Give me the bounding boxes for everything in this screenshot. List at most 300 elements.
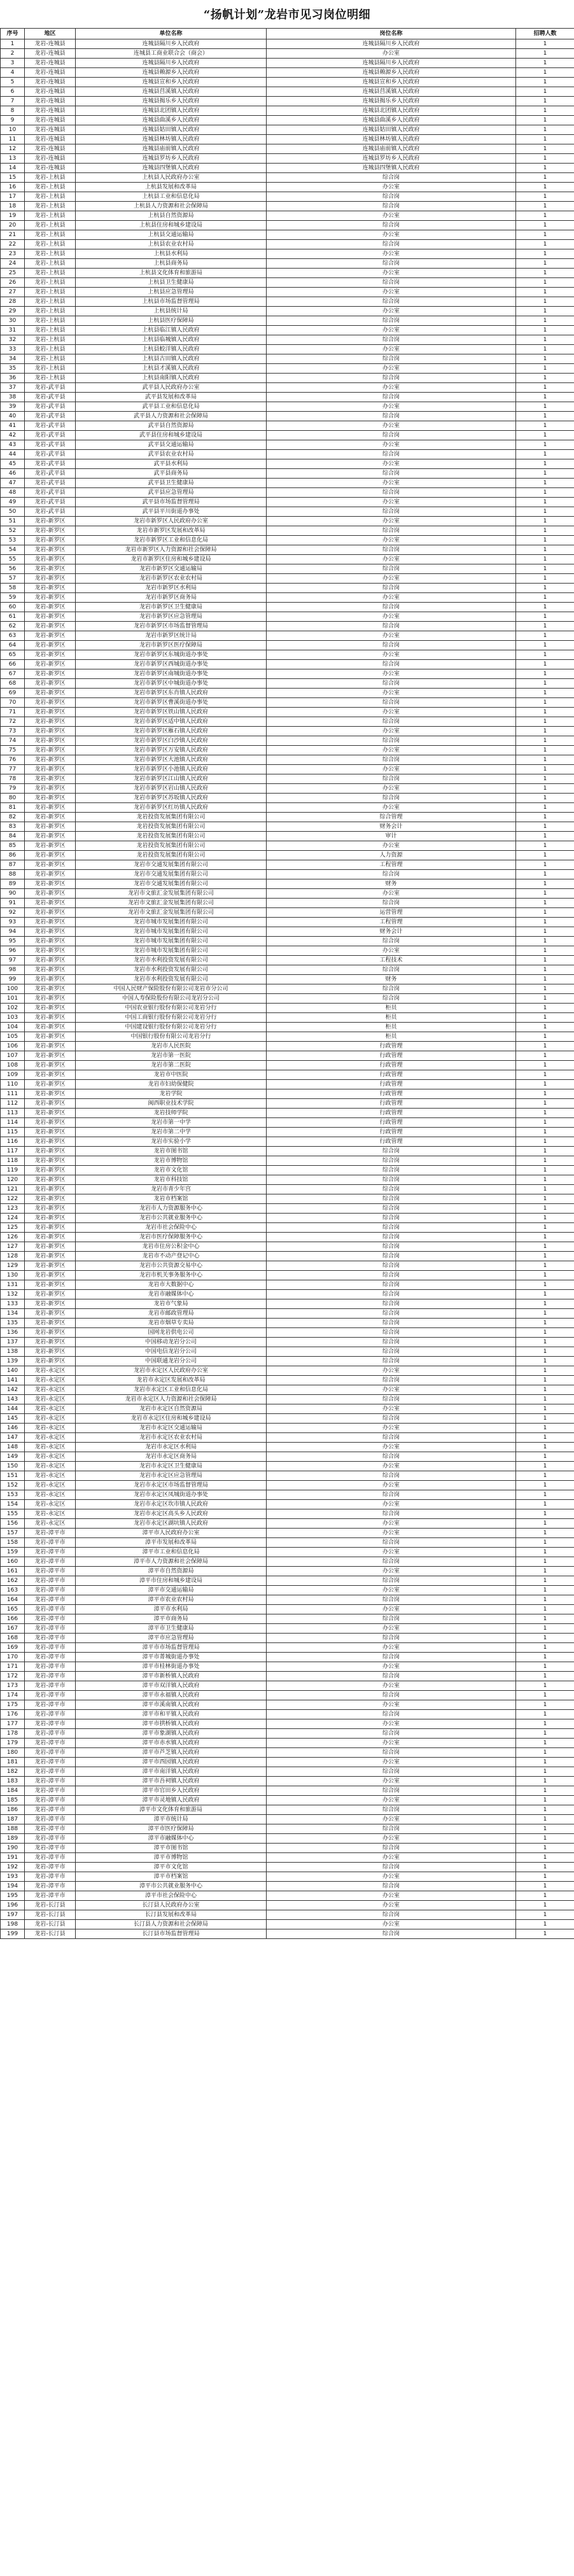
cell-area: 龙岩-长汀县	[25, 1929, 76, 1939]
cell-no: 144	[1, 1404, 25, 1414]
cell-post: 综合岗	[267, 393, 516, 402]
cell-area: 龙岩-新罗区	[25, 860, 76, 870]
cell-count: 1	[516, 1290, 574, 1299]
table-row	[1, 1662, 574, 1672]
cell-count: 1	[516, 975, 574, 984]
cell-post: 综合岗	[267, 1175, 516, 1185]
cell-unit: 中国联通龙岩分公司	[76, 1357, 267, 1366]
cell-unit: 龙岩市永定区市场监督管理局	[76, 1481, 267, 1490]
cell-area: 龙岩-连城县	[25, 116, 76, 125]
cell-unit: 龙岩市交通发展集团有限公司	[76, 879, 267, 889]
table-row	[1, 354, 574, 364]
cell-post: 办公室	[267, 1567, 516, 1576]
cell-no: 156	[1, 1519, 25, 1529]
cell-unit: 龙岩市新罗区水利局	[76, 584, 267, 593]
cell-area: 龙岩-新罗区	[25, 1299, 76, 1309]
cell-unit: 上杭县商务局	[76, 259, 267, 269]
table-row	[1, 813, 574, 822]
cell-no: 60	[1, 603, 25, 612]
table-row	[1, 488, 574, 498]
table-row	[1, 1175, 574, 1185]
cell-post: 综合岗	[267, 450, 516, 459]
cell-area: 龙岩-漳平市	[25, 1691, 76, 1700]
cell-no: 81	[1, 803, 25, 813]
cell-post: 综合岗	[267, 698, 516, 708]
cell-count: 1	[516, 1118, 574, 1128]
cell-post: 办公室	[267, 1643, 516, 1653]
cell-unit: 上杭县临城镇人民政府	[76, 335, 267, 345]
cell-area: 龙岩-上杭县	[25, 259, 76, 269]
cell-no: 1	[1, 39, 25, 49]
cell-unit: 龙岩市永定区湖坑镇人民政府	[76, 1519, 267, 1529]
cell-post: 综合岗	[267, 1595, 516, 1605]
cell-no: 175	[1, 1700, 25, 1710]
table-row	[1, 49, 574, 59]
cell-post: 工程管理	[267, 918, 516, 927]
cell-no: 96	[1, 946, 25, 956]
cell-no: 20	[1, 221, 25, 230]
cell-area: 龙岩-连城县	[25, 154, 76, 164]
table-row	[1, 1061, 574, 1070]
cell-post: 综合岗	[267, 202, 516, 211]
table-row	[1, 1643, 574, 1653]
cell-no: 125	[1, 1223, 25, 1233]
cell-no: 85	[1, 841, 25, 851]
cell-post: 综合岗	[267, 297, 516, 307]
cell-no: 122	[1, 1194, 25, 1204]
cell-unit: 龙岩市邮政管理局	[76, 1309, 267, 1319]
cell-no: 159	[1, 1548, 25, 1557]
cell-unit: 中国人民财产保险股份有限公司龙岩市分公司	[76, 984, 267, 994]
cell-no: 111	[1, 1089, 25, 1099]
cell-post: 综合岗	[267, 221, 516, 230]
table-row	[1, 307, 574, 316]
table-row	[1, 1700, 574, 1710]
cell-no: 196	[1, 1901, 25, 1910]
cell-no: 104	[1, 1023, 25, 1032]
cell-post: 综合岗	[267, 1614, 516, 1624]
cell-unit: 龙岩市档案馆	[76, 1194, 267, 1204]
cell-count: 1	[516, 383, 574, 393]
cell-unit: 龙岩市人力资源服务中心	[76, 1204, 267, 1214]
table-row	[1, 1891, 574, 1901]
cell-area: 龙岩-新罗区	[25, 1051, 76, 1061]
cell-count: 1	[516, 1853, 574, 1863]
cell-unit: 中国电信龙岩分公司	[76, 1347, 267, 1357]
cell-area: 龙岩-新罗区	[25, 1089, 76, 1099]
cell-post: 连城县曲溪乡人民政府	[267, 116, 516, 125]
cell-post: 办公室	[267, 574, 516, 584]
cell-count: 1	[516, 1500, 574, 1509]
cell-post: 办公室	[267, 746, 516, 755]
table-row	[1, 507, 574, 517]
cell-count: 1	[516, 1538, 574, 1548]
cell-no: 58	[1, 584, 25, 593]
cell-no: 11	[1, 135, 25, 144]
cell-area: 龙岩-上杭县	[25, 240, 76, 249]
cell-post: 办公室	[267, 1404, 516, 1414]
cell-no: 45	[1, 459, 25, 469]
cell-unit: 上杭县自然资源局	[76, 211, 267, 221]
cell-no: 193	[1, 1872, 25, 1882]
cell-post: 办公室	[267, 1519, 516, 1529]
cell-post: 综合岗	[267, 469, 516, 479]
cell-post: 柜员	[267, 1032, 516, 1042]
cell-unit: 龙岩市住房公积金中心	[76, 1242, 267, 1252]
cell-post: 行政管理	[267, 1042, 516, 1051]
cell-count: 1	[516, 746, 574, 755]
cell-post: 办公室	[267, 1920, 516, 1929]
cell-unit: 漳平市拱桥镇人民政府	[76, 1719, 267, 1729]
table-row	[1, 164, 574, 173]
cell-count: 1	[516, 1137, 574, 1147]
cell-unit: 武平县人民政府办公室	[76, 383, 267, 393]
table-row	[1, 774, 574, 784]
cell-unit: 武平县自然资源局	[76, 421, 267, 431]
cell-no: 52	[1, 526, 25, 536]
cell-post: 办公室	[267, 459, 516, 469]
cell-count: 1	[516, 650, 574, 660]
cell-count: 1	[516, 517, 574, 526]
cell-post: 柜员	[267, 1004, 516, 1013]
cell-count: 1	[516, 1653, 574, 1662]
table-row	[1, 1271, 574, 1280]
cell-area: 龙岩-漳平市	[25, 1586, 76, 1595]
cell-unit: 连城县北团镇人民政府	[76, 106, 267, 116]
cell-no: 135	[1, 1319, 25, 1328]
cell-count: 1	[516, 755, 574, 765]
cell-count: 1	[516, 641, 574, 650]
cell-no: 63	[1, 631, 25, 641]
cell-area: 龙岩-新罗区	[25, 574, 76, 584]
cell-count: 1	[516, 106, 574, 116]
cell-count: 1	[516, 1901, 574, 1910]
table-row	[1, 412, 574, 421]
table-row	[1, 211, 574, 221]
table-row	[1, 889, 574, 899]
table-row	[1, 1786, 574, 1796]
table-row	[1, 937, 574, 946]
table-row	[1, 335, 574, 345]
cell-unit: 武平县人力资源和社会保障局	[76, 412, 267, 421]
cell-unit: 中国农业银行股份有限公司龙岩分行	[76, 1004, 267, 1013]
cell-no: 3	[1, 59, 25, 68]
cell-area: 龙岩-漳平市	[25, 1729, 76, 1739]
cell-post: 办公室	[267, 1605, 516, 1614]
table-row	[1, 822, 574, 832]
cell-area: 龙岩-漳平市	[25, 1614, 76, 1624]
cell-unit: 连城县揭乐乡人民政府	[76, 97, 267, 106]
cell-post: 连城县庙前镇人民政府	[267, 144, 516, 154]
cell-unit: 龙岩市新罗区东城街道办事处	[76, 650, 267, 660]
table-body	[1, 39, 574, 1939]
cell-post: 综合岗	[267, 1653, 516, 1662]
header-no: 序号	[1, 29, 25, 39]
cell-unit: 龙岩市永定区发展和改革局	[76, 1376, 267, 1385]
cell-post: 办公室	[267, 727, 516, 736]
cell-unit: 龙岩投资发展集团有限公司	[76, 813, 267, 822]
cell-no: 131	[1, 1280, 25, 1290]
cell-no: 116	[1, 1137, 25, 1147]
cell-post: 连城县北团镇人民政府	[267, 106, 516, 116]
cell-post: 办公室	[267, 946, 516, 956]
cell-area: 龙岩-新罗区	[25, 717, 76, 727]
cell-no: 157	[1, 1529, 25, 1538]
cell-no: 38	[1, 393, 25, 402]
cell-area: 龙岩-漳平市	[25, 1529, 76, 1538]
cell-post: 办公室	[267, 1366, 516, 1376]
cell-count: 1	[516, 183, 574, 192]
cell-unit: 龙岩投资发展集团有限公司	[76, 841, 267, 851]
cell-area: 龙岩-上杭县	[25, 326, 76, 335]
cell-unit: 龙岩市永定区住房和城乡建设局	[76, 1414, 267, 1424]
cell-count: 1	[516, 879, 574, 889]
cell-post: 办公室	[267, 1739, 516, 1748]
cell-area: 龙岩-新罗区	[25, 698, 76, 708]
cell-count: 1	[516, 173, 574, 183]
cell-area: 龙岩-新罗区	[25, 1280, 76, 1290]
cell-post: 办公室	[267, 650, 516, 660]
cell-no: 170	[1, 1653, 25, 1662]
cell-unit: 龙岩市机关事务服务中心	[76, 1271, 267, 1280]
cell-post: 办公室	[267, 249, 516, 259]
cell-unit: 龙岩市永定区卫生健康局	[76, 1462, 267, 1471]
table-row	[1, 1729, 574, 1739]
table-row	[1, 1099, 574, 1109]
cell-no: 194	[1, 1882, 25, 1891]
table-row	[1, 927, 574, 937]
cell-post: 办公室	[267, 517, 516, 526]
cell-count: 1	[516, 1739, 574, 1748]
cell-post: 办公室	[267, 555, 516, 564]
cell-area: 龙岩-新罗区	[25, 1271, 76, 1280]
cell-unit: 连城县四堡镇人民政府	[76, 164, 267, 173]
cell-unit: 龙岩市城市发展集团有限公司	[76, 918, 267, 927]
cell-no: 43	[1, 440, 25, 450]
cell-area: 龙岩-上杭县	[25, 335, 76, 345]
table-row	[1, 1872, 574, 1882]
cell-unit: 龙岩市水利投资发展有限公司	[76, 975, 267, 984]
cell-area: 龙岩-永定区	[25, 1462, 76, 1471]
cell-count: 1	[516, 1443, 574, 1452]
cell-post: 办公室	[267, 1853, 516, 1863]
cell-no: 179	[1, 1739, 25, 1748]
table-row	[1, 1023, 574, 1032]
cell-post: 综合岗	[267, 1166, 516, 1175]
cell-count: 1	[516, 479, 574, 488]
cell-unit: 龙岩投资发展集团有限公司	[76, 851, 267, 860]
cell-area: 龙岩-连城县	[25, 144, 76, 154]
cell-unit: 龙岩市新罗区市场监督管理局	[76, 622, 267, 631]
cell-unit: 漳平市赤水镇人民政府	[76, 1739, 267, 1748]
cell-unit: 龙岩市中医院	[76, 1070, 267, 1080]
cell-no: 74	[1, 736, 25, 746]
cell-area: 龙岩-永定区	[25, 1509, 76, 1519]
cell-post: 综合岗	[267, 240, 516, 249]
cell-post: 办公室	[267, 479, 516, 488]
cell-count: 1	[516, 708, 574, 717]
table-row	[1, 1328, 574, 1338]
table-row	[1, 1118, 574, 1128]
cell-unit: 漳平市工业和信息化局	[76, 1548, 267, 1557]
cell-post: 办公室	[267, 1891, 516, 1901]
cell-count: 1	[516, 1080, 574, 1089]
cell-unit: 龙岩市新罗区西城街道办事处	[76, 660, 267, 669]
cell-unit: 长汀县市场监督管理局	[76, 1929, 267, 1939]
cell-area: 龙岩-新罗区	[25, 1194, 76, 1204]
cell-post: 连城县莒溪镇人民政府	[267, 87, 516, 97]
cell-area: 龙岩-漳平市	[25, 1853, 76, 1863]
cell-area: 龙岩-上杭县	[25, 173, 76, 183]
cell-post: 运营管理	[267, 908, 516, 918]
cell-post: 办公室	[267, 421, 516, 431]
cell-area: 龙岩-新罗区	[25, 564, 76, 574]
cell-no: 154	[1, 1500, 25, 1509]
cell-area: 龙岩-永定区	[25, 1481, 76, 1490]
cell-unit: 龙岩市永定区人力资源和社会保障局	[76, 1395, 267, 1404]
table-row	[1, 1424, 574, 1433]
cell-post: 综合岗	[267, 1882, 516, 1891]
cell-no: 129	[1, 1261, 25, 1271]
cell-no: 137	[1, 1338, 25, 1347]
cell-count: 1	[516, 1271, 574, 1280]
cell-area: 龙岩-新罗区	[25, 1128, 76, 1137]
cell-no: 19	[1, 211, 25, 221]
cell-no: 115	[1, 1128, 25, 1137]
table-row	[1, 1242, 574, 1252]
cell-area: 龙岩-永定区	[25, 1500, 76, 1509]
table-row	[1, 946, 574, 956]
cell-unit: 武平县应急管理局	[76, 488, 267, 498]
cell-count: 1	[516, 1700, 574, 1710]
cell-post: 综合岗	[267, 1338, 516, 1347]
cell-unit: 龙岩市永定区坎市镇人民政府	[76, 1500, 267, 1509]
cell-unit: 上杭县文化体育和旅游局	[76, 269, 267, 278]
cell-post: 连城县隔川乡人民政府	[267, 39, 516, 49]
table-row	[1, 536, 574, 545]
cell-post: 办公室	[267, 211, 516, 221]
cell-area: 龙岩-新罗区	[25, 555, 76, 564]
cell-area: 龙岩-新罗区	[25, 612, 76, 622]
cell-unit: 龙岩市城市发展集团有限公司	[76, 946, 267, 956]
cell-unit: 中国工商银行股份有限公司龙岩分行	[76, 1013, 267, 1023]
cell-unit: 龙岩市交通发展集团有限公司	[76, 870, 267, 879]
cell-count: 1	[516, 1462, 574, 1471]
cell-no: 180	[1, 1748, 25, 1758]
table-row	[1, 784, 574, 794]
cell-post: 综合岗	[267, 431, 516, 440]
cell-no: 98	[1, 965, 25, 975]
cell-count: 1	[516, 1844, 574, 1853]
cell-area: 龙岩-新罗区	[25, 889, 76, 899]
cell-area: 龙岩-漳平市	[25, 1824, 76, 1834]
cell-post: 综合岗	[267, 1786, 516, 1796]
cell-no: 168	[1, 1634, 25, 1643]
cell-no: 89	[1, 879, 25, 889]
cell-count: 1	[516, 832, 574, 841]
cell-unit: 漳平市档案馆	[76, 1872, 267, 1882]
header-post: 岗位名称	[267, 29, 516, 39]
cell-no: 22	[1, 240, 25, 249]
cell-area: 龙岩-新罗区	[25, 727, 76, 736]
cell-area: 龙岩-上杭县	[25, 345, 76, 354]
cell-no: 186	[1, 1805, 25, 1815]
cell-count: 1	[516, 1204, 574, 1214]
table-row	[1, 1223, 574, 1233]
cell-unit: 漳平市永福镇人民政府	[76, 1691, 267, 1700]
cell-area: 龙岩-漳平市	[25, 1624, 76, 1634]
cell-unit: 上杭县临江镇人民政府	[76, 326, 267, 335]
cell-unit: 连城县林坊镇人民政府	[76, 135, 267, 144]
table-row	[1, 1194, 574, 1204]
cell-unit: 中国建设银行股份有限公司龙岩分行	[76, 1023, 267, 1032]
cell-area: 龙岩-永定区	[25, 1404, 76, 1414]
cell-no: 9	[1, 116, 25, 125]
cell-count: 1	[516, 899, 574, 908]
cell-no: 139	[1, 1357, 25, 1366]
cell-unit: 龙岩市新罗区统计局	[76, 631, 267, 641]
cell-area: 龙岩-新罗区	[25, 1338, 76, 1347]
table-row	[1, 1280, 574, 1290]
cell-no: 76	[1, 755, 25, 765]
cell-count: 1	[516, 1319, 574, 1328]
cell-count: 1	[516, 736, 574, 746]
table-row	[1, 1357, 574, 1366]
cell-no: 18	[1, 202, 25, 211]
cell-post: 综合岗	[267, 1824, 516, 1834]
cell-no: 174	[1, 1691, 25, 1700]
cell-no: 163	[1, 1586, 25, 1595]
cell-post: 办公室	[267, 1815, 516, 1824]
cell-post: 办公室	[267, 307, 516, 316]
cell-post: 综合岗	[267, 1729, 516, 1739]
cell-unit: 龙岩市科技馆	[76, 1175, 267, 1185]
cell-no: 44	[1, 450, 25, 459]
cell-post: 综合岗	[267, 1185, 516, 1194]
cell-count: 1	[516, 765, 574, 774]
table-row	[1, 1013, 574, 1023]
cell-post: 办公室	[267, 230, 516, 240]
cell-unit: 龙岩市新罗区适中镇人民政府	[76, 717, 267, 727]
cell-area: 龙岩-新罗区	[25, 927, 76, 937]
cell-post: 综合岗	[267, 1261, 516, 1271]
cell-post: 办公室	[267, 364, 516, 374]
cell-unit: 连城县庙前镇人民政府	[76, 144, 267, 154]
cell-no: 130	[1, 1271, 25, 1280]
cell-count: 1	[516, 1328, 574, 1338]
cell-post: 综合岗	[267, 1910, 516, 1920]
cell-count: 1	[516, 1643, 574, 1653]
cell-no: 101	[1, 994, 25, 1004]
cell-area: 龙岩-新罗区	[25, 526, 76, 536]
cell-area: 龙岩-永定区	[25, 1366, 76, 1376]
cell-no: 24	[1, 259, 25, 269]
cell-count: 1	[516, 727, 574, 736]
cell-unit: 漳平市西园镇人民政府	[76, 1758, 267, 1767]
table-row	[1, 564, 574, 574]
cell-count: 1	[516, 1156, 574, 1166]
cell-no: 187	[1, 1815, 25, 1824]
cell-count: 1	[516, 1194, 574, 1204]
cell-no: 10	[1, 125, 25, 135]
cell-no: 31	[1, 326, 25, 335]
table-row	[1, 717, 574, 727]
cell-unit: 连城县隔川乡人民政府	[76, 59, 267, 68]
cell-unit: 武平县市场监督管理局	[76, 498, 267, 507]
cell-no: 143	[1, 1395, 25, 1404]
table-row	[1, 421, 574, 431]
cell-no: 165	[1, 1605, 25, 1614]
